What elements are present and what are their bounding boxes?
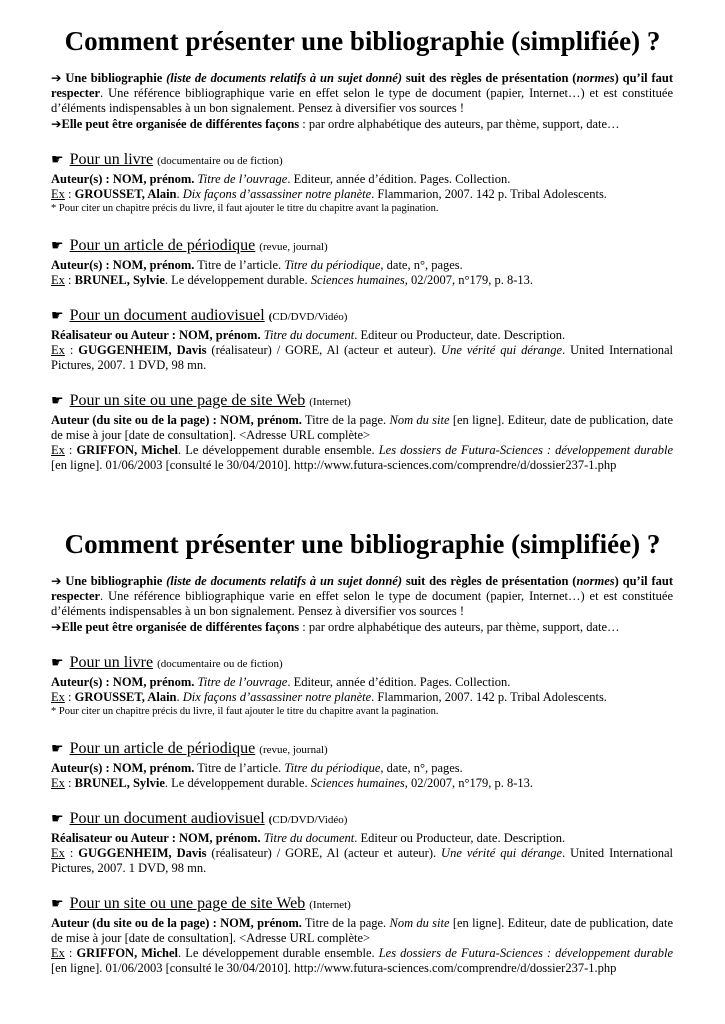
pointing-hand-icon: ☛ — [51, 393, 64, 409]
section-livre — [51, 150, 673, 215]
format-line: Auteur (du site ou de la page) : NOM, prénom. Titre de la page. Nom du site [en ligne]. Editeur, date de publication, date de mise à jour [date de consultation]. <Adresse URL complète> — [51, 916, 673, 945]
example-line: Ex : GRIFFON, Michel. Le développement durable ensemble. Les dossiers de Futura-Sciences : développement durable [en ligne]. 01/06/2003 [consulté le 30/04/2010]. http://www.futura-sciences.com/comprendre/d/dossier237-1.php — [51, 946, 673, 975]
intro-paragraph: ➔ Une bibliographie (liste de documents relatifs à un sujet donné) suit des règles de présentation (normes) qu’il faut respecter. Une référence bibliographique varie en effet selon le type de document (papier, Internet…) et est constituée d’éléments indispensables à un bon signalement. Pensez à diversifier vos sources ! — [51, 70, 674, 115]
pointing-hand-icon: ☛ — [51, 811, 64, 827]
section-audiovisuel — [51, 306, 673, 373]
footnote: * Pour citer un chapitre précis du livre, il faut ajouter le titre du chapitre avant la pagination. — [51, 706, 439, 717]
example-line: Ex : GUGGENHEIM, Davis (réalisateur) / GORE, Al (acteur et auteur). Une vérité qui dérange. United International Pictures, 2007. 1 DVD, 98 mn. — [51, 343, 673, 372]
format-line: Auteur(s) : NOM, prénom. Titre de l’ouvrage. Editeur, année d’édition. Pages. Collection. — [51, 172, 511, 186]
section-article — [51, 236, 673, 288]
section-heading: ☛ Pour un document audiovisuel (CD/DVD/Vidéo) — [51, 307, 348, 324]
right-arrow-icon: ➔ — [51, 573, 62, 588]
intro-organisation: ➔Elle peut être organisée de différentes façons : par ordre alphabétique des auteurs, par thème, support, date… — [51, 116, 620, 131]
format-line: Réalisateur ou Auteur : NOM, prénom. Titre du document. Editeur ou Producteur, date. Description. — [51, 831, 566, 845]
intro-organisation: ➔Elle peut être organisée de différentes façons : par ordre alphabétique des auteurs, par thème, support, date… — [51, 619, 620, 634]
format-line: Auteur(s) : NOM, prénom. Titre de l’ouvrage. Editeur, année d’édition. Pages. Collection. — [51, 675, 511, 689]
example-line: Ex : BRUNEL, Sylvie. Le développement durable. Sciences humaines, 02/2007, n°179, p. 8-13. — [51, 776, 534, 790]
pointing-hand-icon: ☛ — [51, 308, 64, 324]
section-web — [51, 894, 673, 976]
example-line: Ex : GROUSSET, Alain. Dix façons d’assassiner notre planète. Flammarion, 2007. 142 p. Tribal Adolescents. — [51, 187, 607, 201]
section-heading: ☛ Pour un site ou une page de site Web (Internet) — [51, 392, 351, 409]
right-arrow-icon: ➔ — [51, 116, 62, 131]
section-heading: ☛ Pour un article de périodique (revue, journal) — [51, 237, 328, 254]
section-heading: ☛ Pour un livre (documentaire ou de fiction) — [51, 654, 283, 671]
pointing-hand-icon: ☛ — [51, 238, 64, 254]
example-line: Ex : GRIFFON, Michel. Le développement durable ensemble. Les dossiers de Futura-Sciences : développement durable [en ligne]. 01/06/2003 [consulté le 30/04/2010]. http://www.futura-sciences.com/comprendre/d/dossier237-1.php — [51, 443, 673, 472]
intro — [51, 70, 673, 132]
format-line: Auteur (du site ou de la page) : NOM, prénom. Titre de la page. Nom du site [en ligne]. Editeur, date de publication, date de mise à jour [date de consultation]. <Adresse URL complète> — [51, 413, 673, 442]
format-line: Réalisateur ou Auteur : NOM, prénom. Titre du document. Editeur ou Producteur, date. Description. — [51, 328, 566, 342]
page-title: Comment présenter une bibliographie (simplifiée) ? — [64, 26, 661, 56]
footnote: * Pour citer un chapitre précis du livre, il faut ajouter le titre du chapitre avant la pagination. — [51, 203, 439, 214]
intro — [51, 573, 673, 635]
format-line: Auteur(s) : NOM, prénom. Titre de l’article. Titre du périodique, date, n°, pages. — [51, 761, 463, 775]
section-heading: ☛ Pour un article de périodique (revue, journal) — [51, 740, 328, 757]
example-line: Ex : GUGGENHEIM, Davis (réalisateur) / GORE, Al (acteur et auteur). Une vérité qui dérange. United International Pictures, 2007. 1 DVD, 98 mn. — [51, 846, 673, 875]
pointing-hand-icon: ☛ — [51, 741, 64, 757]
section-heading: ☛ Pour un livre (documentaire ou de fiction) — [51, 151, 283, 168]
example-line: Ex : GROUSSET, Alain. Dix façons d’assassiner notre planète. Flammarion, 2007. 142 p. Tribal Adolescents. — [51, 690, 607, 704]
section-article — [51, 739, 673, 791]
pointing-hand-icon: ☛ — [51, 655, 64, 671]
section-audiovisuel — [51, 809, 673, 876]
example-line: Ex : BRUNEL, Sylvie. Le développement durable. Sciences humaines, 02/2007, n°179, p. 8-13. — [51, 273, 534, 287]
right-arrow-icon: ➔ — [51, 619, 62, 634]
pointing-hand-icon: ☛ — [51, 152, 64, 168]
section-heading: ☛ Pour un document audiovisuel (CD/DVD/Vidéo) — [51, 810, 348, 827]
pointing-hand-icon: ☛ — [51, 896, 64, 912]
section-web — [51, 391, 673, 473]
section-livre — [51, 653, 673, 718]
format-line: Auteur(s) : NOM, prénom. Titre de l’article. Titre du périodique, date, n°, pages. — [51, 258, 463, 272]
section-heading: ☛ Pour un site ou une page de site Web (Internet) — [51, 895, 351, 912]
right-arrow-icon: ➔ — [51, 70, 62, 85]
intro-paragraph: ➔ Une bibliographie (liste de documents relatifs à un sujet donné) suit des règles de présentation (normes) qu’il faut respecter. Une référence bibliographique varie en effet selon le type de document (papier, Internet…) et est constituée d’éléments indispensables à un bon signalement. Pensez à diversifier vos sources ! — [51, 573, 674, 618]
page-title: Comment présenter une bibliographie (simplifiée) ? — [64, 529, 661, 559]
